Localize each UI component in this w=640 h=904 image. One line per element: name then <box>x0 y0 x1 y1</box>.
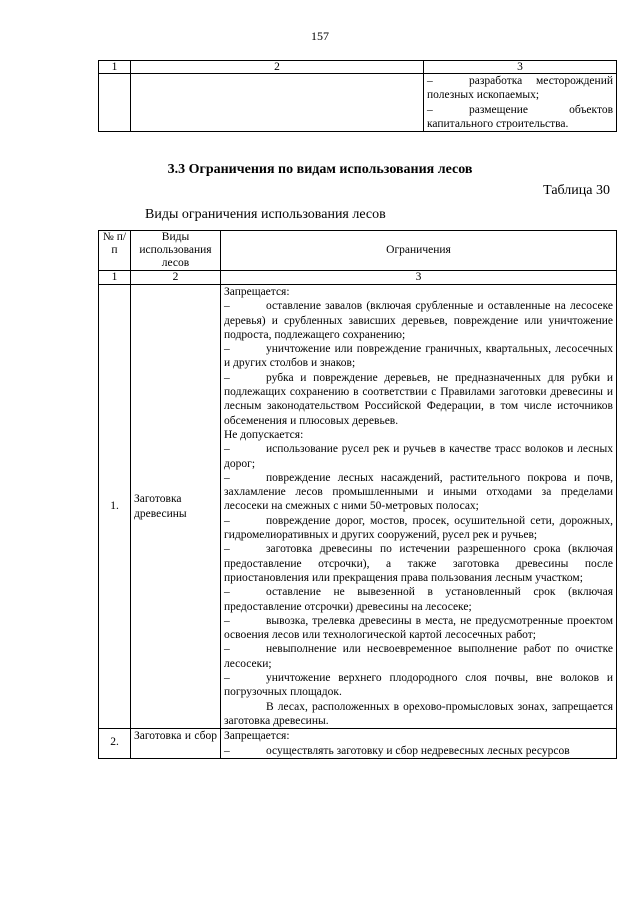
restriction-text: уничтожение верхнего плодородного слоя почвы, вне волоков и погрузочных площадок. <box>224 672 613 699</box>
column-number-cell: 1 <box>99 61 131 74</box>
list-item <box>224 542 613 585</box>
dash-marker: – <box>427 75 433 87</box>
restriction-text: В лесах, расположенных в орехово-промысловых зонах, запрещается заготовка древесины. <box>224 700 613 727</box>
section-title: 3.3 Ограничения по видам использования лесов <box>167 162 473 177</box>
dash-marker: – <box>224 672 230 685</box>
column-number-cell: 3 <box>221 271 617 285</box>
dash-marker: – <box>224 614 230 627</box>
dash-marker: – <box>224 744 230 757</box>
list-item <box>224 514 613 543</box>
column-numbers-row <box>99 271 617 285</box>
table-row <box>99 285 617 729</box>
list-item <box>224 371 613 428</box>
empty-cell <box>99 74 131 132</box>
list-item <box>224 744 613 758</box>
list-item <box>224 442 613 471</box>
empty-cell <box>131 74 424 132</box>
restrictions-table <box>98 230 617 759</box>
restriction-text: уничтожение или повреждение граничных, квартальных, лесосечных и других столбов и знаков; <box>224 343 613 370</box>
table-header-row <box>99 61 617 74</box>
dash-marker: – <box>224 371 230 384</box>
column-number-cell: 2 <box>131 271 221 285</box>
list-item <box>224 671 613 700</box>
list-item <box>224 614 613 643</box>
dash-marker: – <box>224 586 230 599</box>
use-type-cell <box>131 729 221 759</box>
dash-marker: – <box>224 443 230 456</box>
restriction-lines <box>224 285 613 728</box>
dash-marker: – <box>224 471 230 484</box>
restriction-text: оставление завалов (включая срубленные и оставленные на лесосеке деревья) и срубленных зависших деревьев, повреждение или уничтожение подроста, подлежащего сохранению; <box>224 300 613 341</box>
restrictions-cell <box>221 729 617 759</box>
restriction-text: невыполнение или несвоевременное выполнение работ по очистке лесосеки; <box>224 643 613 670</box>
dash-marker: – <box>224 514 230 527</box>
list-item <box>224 585 613 614</box>
dash-marker: – <box>224 343 230 356</box>
table-row <box>99 74 617 132</box>
use-type-text: Заготовка древесины <box>134 493 187 520</box>
dash-marker: – <box>427 103 433 116</box>
restriction-text: рубка и повреждение деревьев, не предназначенных для рубки и подлежащих сохранению в соответствии с Правилами заготовки древесины и лесным законодательством Российской Федерации, в том числе источников обсеменения и плюсовых деревьев. <box>224 371 613 427</box>
header-number-cell: № п/п <box>99 231 131 271</box>
restriction-text: Запрещается: <box>224 286 290 298</box>
list-item <box>224 342 613 371</box>
list-item <box>427 74 613 103</box>
list-item <box>427 103 613 132</box>
dash-marker: – <box>224 300 230 313</box>
list-item <box>224 299 613 342</box>
restriction-lines <box>224 729 613 758</box>
list-item <box>224 471 613 514</box>
continuation-table <box>98 60 617 132</box>
column-number-cell: 2 <box>131 61 424 74</box>
list-item-text: размещение объектов капитального строительства. <box>427 103 613 130</box>
restriction-text: Запрещается: <box>224 730 290 743</box>
restriction-text: осуществлять заготовку и сбор недревесных лесных ресурсов <box>266 744 570 757</box>
table-label: Таблица 30 <box>543 183 610 198</box>
column-number-cell: 1 <box>99 271 131 285</box>
restriction-text: использование русел рек и ручьев в качестве трасс волоков и лесных дорог; <box>224 443 613 470</box>
header-type-cell: Виды использования лесов <box>131 231 221 271</box>
page-number: 157 <box>311 29 329 43</box>
header-restrictions-cell: Ограничения <box>221 231 617 271</box>
paragraph-heading <box>224 729 613 743</box>
row-number-cell: 1. <box>99 285 131 729</box>
restriction-text: повреждение лесных насаждений, растительного покрова и почв, захламление лесов промышленными и иными отходами за пределами лесосеки на смежных с ними 50-метровых полосах; <box>224 471 613 513</box>
list-item <box>224 642 613 671</box>
paragraph-heading <box>224 428 613 442</box>
table-header-row <box>99 231 617 271</box>
table-row <box>99 729 617 759</box>
restrictions-cell <box>424 74 617 132</box>
use-type-text: Заготовка и сбор <box>134 730 217 743</box>
restrictions-cell <box>221 285 617 729</box>
row-number-cell: 2. <box>99 729 131 759</box>
restriction-text: повреждение дорог, мостов, просек, осушительной сети, дорожных, гидромелиоративных и других сооружений, русел рек и ручьев; <box>224 514 613 542</box>
restriction-text: оставление не вывезенной в установленный срок (включая предоставление отсрочки) древесины на лесосеке; <box>224 586 613 613</box>
restriction-text: заготовка древесины по истечении разрешенного срока (включая предоставление отсрочки), а также заготовка древесины после приостановления или прекращения права пользования лесным участком; <box>224 543 613 584</box>
dash-marker: – <box>224 543 230 556</box>
restriction-text: вывозка, трелевка древесины в места, не предусмотренные проектом освоения лесов или технологической картой лесосечных работ; <box>224 614 613 642</box>
column-number-cell: 3 <box>424 61 617 74</box>
use-type-cell <box>131 285 221 729</box>
table-caption: Виды ограничения использования лесов <box>145 207 386 222</box>
restriction-text: Не допускается: <box>224 428 304 441</box>
paragraph-heading <box>224 285 613 299</box>
dash-marker: – <box>224 643 230 656</box>
list-item-text: разработка месторождений полезных ископаемых; <box>427 75 613 102</box>
paragraph <box>224 700 613 729</box>
